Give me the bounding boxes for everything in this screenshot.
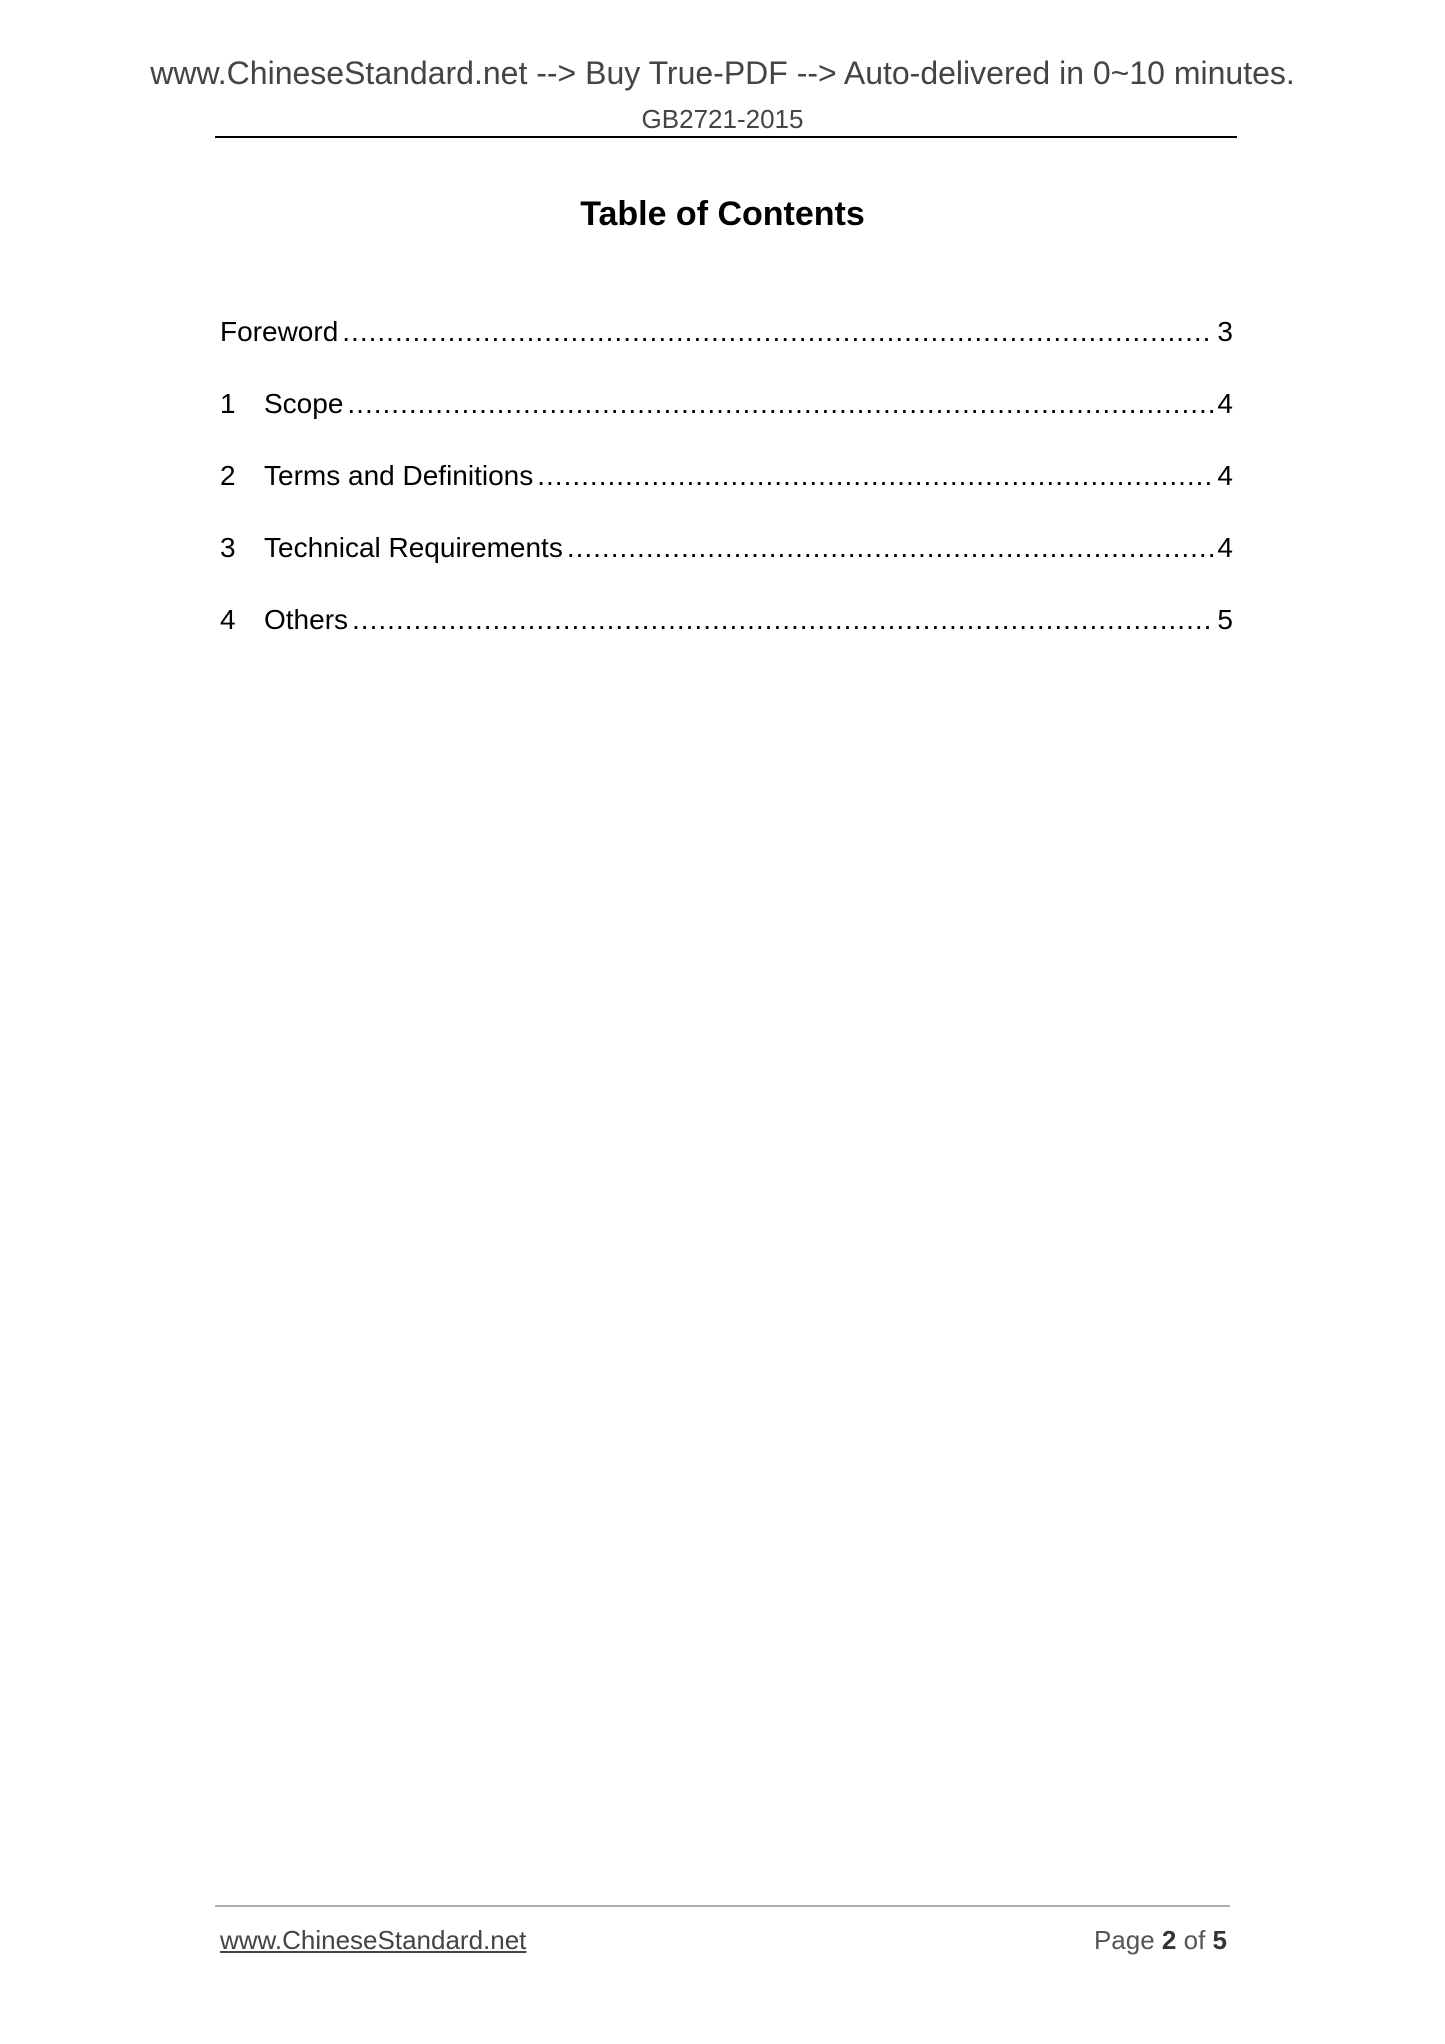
toc-entry-label: Scope — [264, 388, 344, 419]
toc-dot-leader — [347, 386, 1213, 422]
toc-entry-foreword[interactable] — [220, 314, 1233, 386]
toc-entry-number: 4 — [220, 604, 236, 635]
page-prefix: Page — [1093, 1925, 1155, 1955]
toc-entry-page: 4 — [1217, 532, 1233, 563]
toc-dot-leader — [567, 530, 1214, 566]
toc-entry-page: 3 — [1217, 316, 1233, 347]
toc-entry-label: Others — [264, 604, 349, 635]
page-current: 2 — [1161, 1925, 1177, 1955]
document-id: GB2721-2015 — [641, 104, 804, 134]
toc-entry-others[interactable] — [220, 602, 1233, 674]
toc-entry-page: 4 — [1217, 460, 1233, 491]
toc-list — [220, 314, 1233, 674]
toc-entry-page: 4 — [1217, 388, 1233, 419]
toc-dot-leader — [352, 602, 1213, 638]
toc-entry-number: 2 — [220, 460, 236, 491]
toc-title: Table of Contents — [580, 195, 865, 233]
toc-entry-number: 3 — [220, 532, 236, 563]
toc-entry-number: 1 — [220, 388, 236, 419]
toc-entry-page: 5 — [1217, 604, 1233, 635]
footer-website-link[interactable]: www.ChineseStandard.net — [220, 1925, 527, 1955]
toc-dot-leader — [342, 314, 1213, 350]
toc-entry-technical-requirements[interactable] — [220, 530, 1233, 602]
header-divider — [215, 136, 1237, 138]
toc-entry-terms-and-definitions[interactable] — [220, 458, 1233, 530]
header-banner: www.ChineseStandard.net --> Buy True-PDF --> Auto-delivered in 0~10 minutes. — [150, 55, 1295, 91]
toc-entry-scope[interactable] — [220, 386, 1233, 458]
page-number — [1094, 1925, 1227, 1956]
toc-entry-label: Technical Requirements — [264, 532, 563, 563]
toc-entry-label: Foreword — [220, 316, 339, 347]
footer-divider — [215, 1905, 1230, 1907]
toc-dot-leader — [537, 458, 1213, 494]
page-total: 5 — [1212, 1925, 1227, 1955]
page-of: of — [1183, 1925, 1206, 1955]
toc-entry-label: Terms and Definitions — [264, 460, 534, 491]
